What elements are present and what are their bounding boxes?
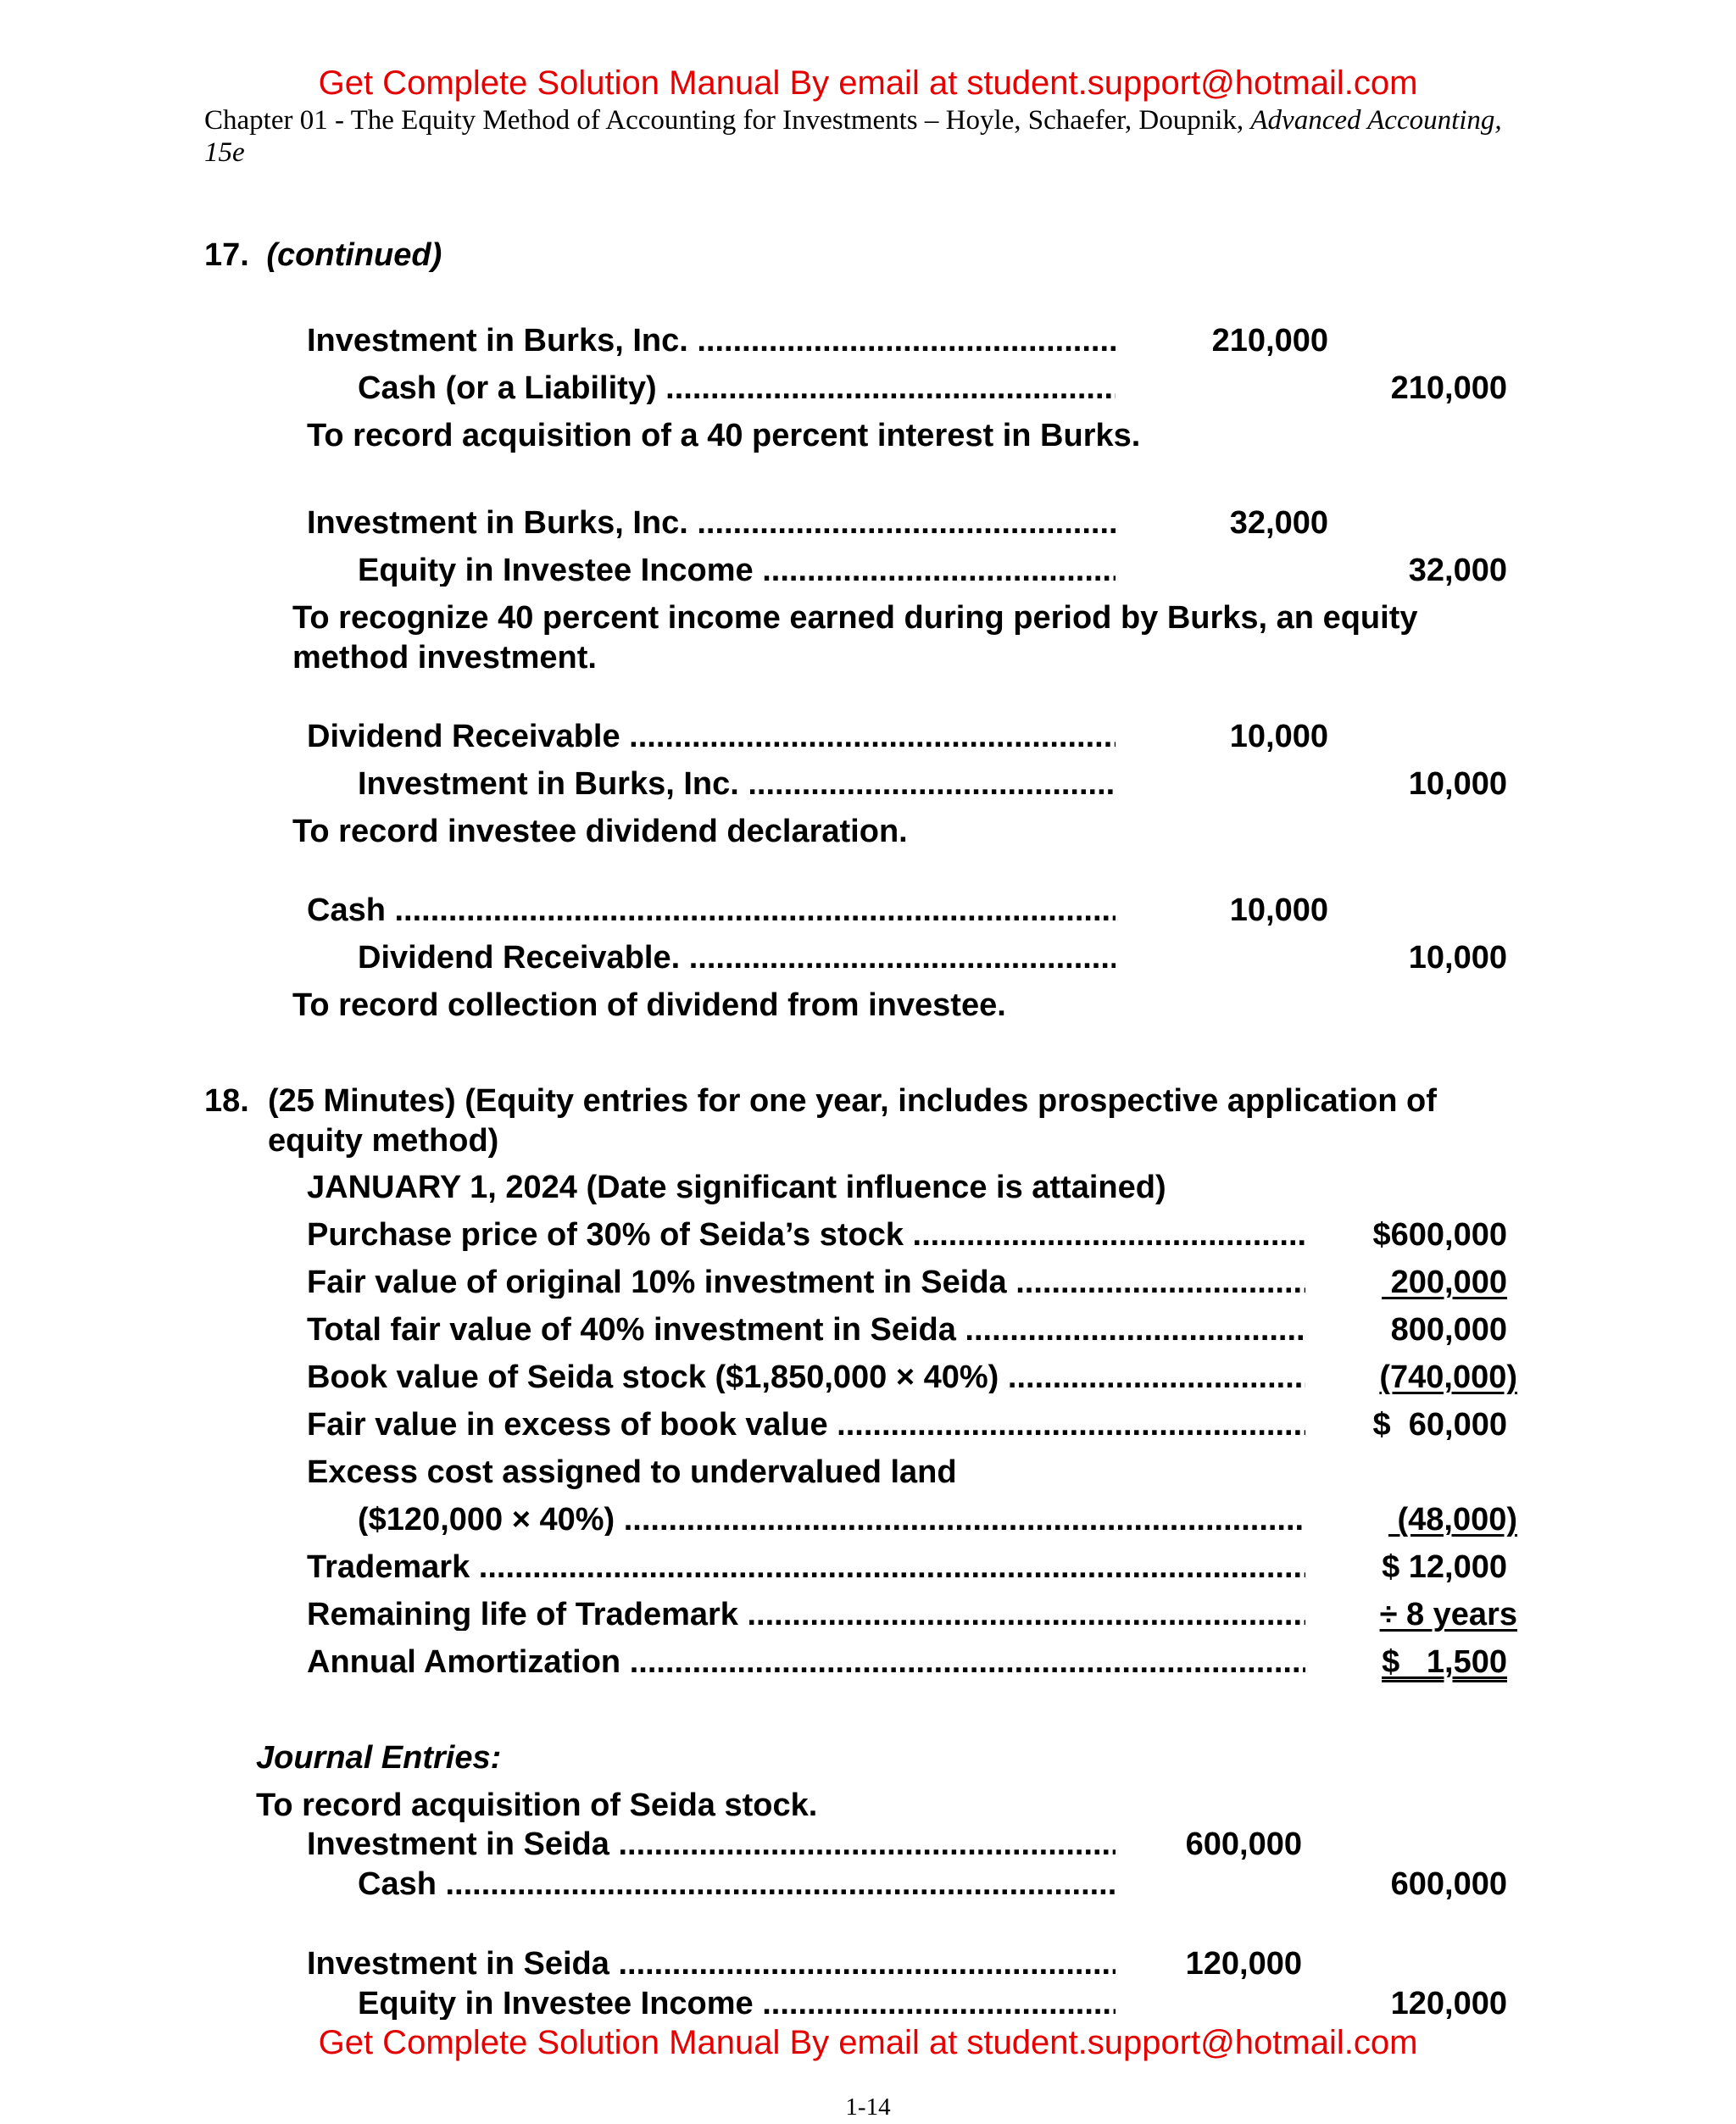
schedule-label: Remaining life of Trademark ..... [307, 1599, 1305, 1631]
journal-memo: To record investee dividend declaration. [292, 814, 908, 849]
journal-credit-account: Cash ..... [358, 1868, 1116, 1900]
schedule-value: (48,000) [1388, 1502, 1517, 1537]
header-book-title: Advanced Accounting, [1250, 105, 1502, 136]
schedule-label: Excess cost assigned to undervalued land [307, 1454, 957, 1490]
journal-memo: To record acquisition of Seida stock. [256, 1788, 818, 1823]
schedule-label: Purchase price of 30% of Seida’s stock ..... [307, 1219, 1305, 1251]
credit-amount: 10,000 [1408, 766, 1507, 802]
journal-memo: To record acquisition of a 40 percent interest in Burks. [307, 418, 1141, 453]
page-number: 1-14 [845, 2093, 891, 2121]
schedule-label: Fair value in excess of book value ..... [307, 1409, 1305, 1441]
journal-credit-account: Investment in Burks, Inc. ..... [358, 768, 1116, 800]
banner-top: Get Complete Solution Manual By email at student.support@hotmail.com [318, 64, 1418, 102]
journal-credit-account: Equity in Investee Income ..... [358, 554, 1116, 587]
journal-debit-account: Investment in Seida ..... [307, 1948, 1116, 1980]
schedule-label: Book value of Seida stock ($1,850,000 × 40%) ..... [307, 1361, 1305, 1393]
schedule-value: $ 60,000 [1372, 1407, 1507, 1443]
journal-credit-account: Dividend Receivable. ..... [358, 942, 1116, 974]
schedule-value: $ 12,000 [1382, 1549, 1507, 1585]
credit-amount: 600,000 [1390, 1866, 1507, 1902]
credit-amount: 32,000 [1408, 553, 1507, 588]
journal-memo: To recognize 40 percent income earned during period by Burks, an equity [292, 600, 1418, 636]
debit-amount: 120,000 [1185, 1946, 1302, 1982]
schedule-value: 200,000 [1382, 1265, 1507, 1300]
q17-number: 17. [204, 237, 249, 273]
schedule-value: ÷ 8 years [1379, 1597, 1517, 1632]
journal-debit-account: Investment in Seida ..... [307, 1828, 1116, 1860]
debit-amount: 10,000 [1229, 892, 1328, 928]
debit-amount: 210,000 [1211, 323, 1328, 359]
schedule-value: (740,000) [1379, 1359, 1517, 1395]
schedule-label: Trademark ..... [307, 1551, 1305, 1583]
journal-debit-account: Investment in Burks, Inc. ..... [307, 325, 1116, 357]
q18-title: (25 Minutes) (Equity entries for one year, includes prospective application of [268, 1083, 1437, 1119]
schedule-label: ($120,000 × 40%) ..... [358, 1504, 1305, 1536]
journal-credit-account: Equity in Investee Income ..... [358, 1988, 1116, 2020]
journal-debit-account: Dividend Receivable ..... [307, 720, 1116, 753]
q18-number: 18. [204, 1083, 249, 1119]
schedule-label: Annual Amortization ..... [307, 1646, 1305, 1678]
journal-debit-account: Cash ..... [307, 894, 1116, 926]
banner-bottom: Get Complete Solution Manual By email at student.support@hotmail.com [318, 2024, 1418, 2061]
schedule-label: Total fair value of 40% investment in Seida ..... [307, 1314, 1305, 1346]
q18-date-line: JANUARY 1, 2024 (Date significant influence is attained) [307, 1170, 1166, 1205]
q17-heading [204, 239, 442, 271]
debit-amount: 32,000 [1229, 505, 1328, 541]
credit-amount: 210,000 [1390, 370, 1507, 406]
credit-amount: 10,000 [1408, 940, 1507, 976]
journal-debit-account: Investment in Burks, Inc. ..... [307, 507, 1116, 539]
schedule-value: 800,000 [1390, 1312, 1507, 1348]
schedule-value: $ 1,500 [1382, 1644, 1507, 1680]
credit-amount: 120,000 [1390, 1986, 1507, 2021]
q18-title-cont: equity method) [268, 1123, 499, 1159]
header-line: Chapter 01 - The Equity Method of Accounting for Investments – Hoyle, Schaefer, Doupnik, [204, 105, 1244, 136]
journal-memo: To record collection of dividend from investee. [292, 987, 1006, 1023]
header-edition: 15e [204, 137, 245, 168]
journal-credit-account: Cash (or a Liability) ..... [358, 372, 1116, 404]
debit-amount: 600,000 [1185, 1827, 1302, 1862]
chapter-header [204, 107, 1502, 135]
schedule-value: $600,000 [1372, 1217, 1507, 1253]
q17-title: (continued) [266, 237, 442, 273]
journal-title: Journal Entries: [256, 1740, 502, 1776]
journal-memo-cont: method investment. [292, 640, 597, 676]
schedule-label: Fair value of original 10% investment in Seida ..... [307, 1266, 1305, 1298]
debit-amount: 10,000 [1229, 719, 1328, 754]
